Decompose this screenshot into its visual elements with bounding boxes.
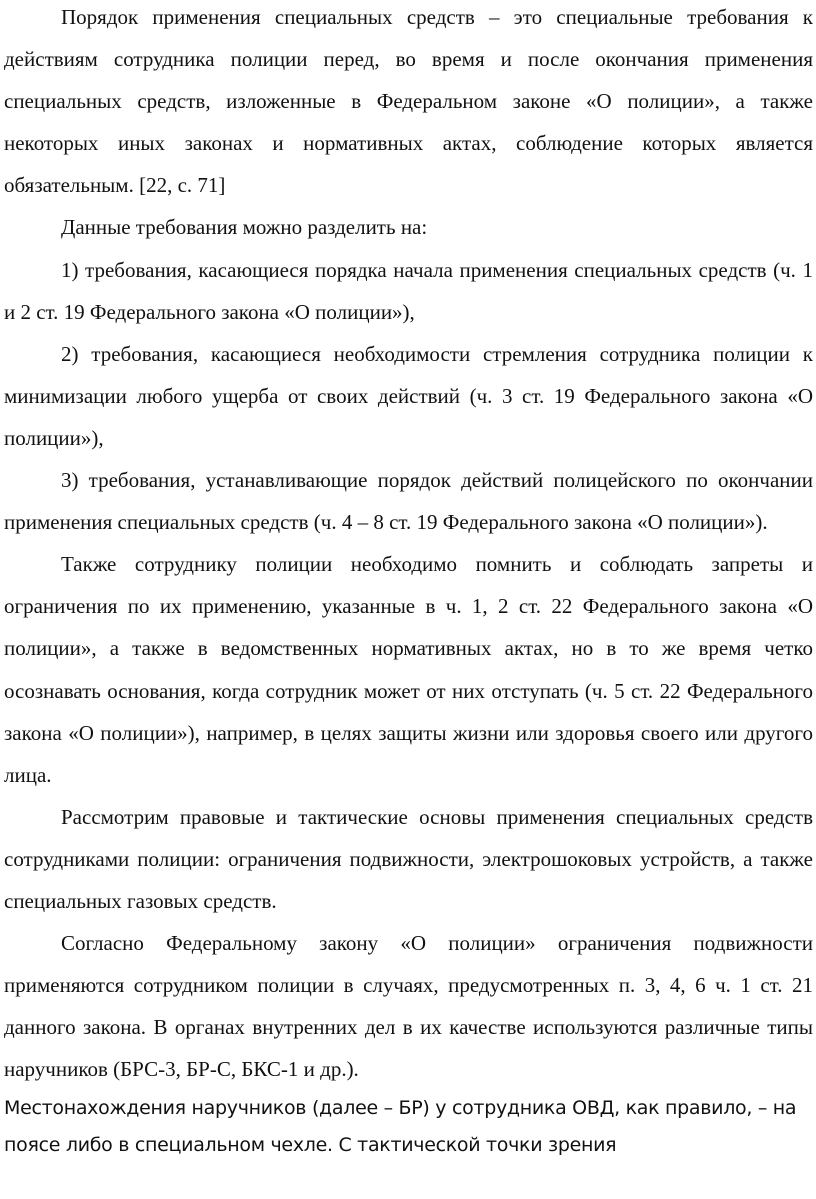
paragraph-overview: Рассмотрим правовые и тактические основы применения специальных средств сотрудниками полиции: ограничения подвижности, электрошоковых устройств, а также специальных газовых средств.: [4, 804, 813, 913]
paragraph-prohibitions: Также сотруднику полиции необходимо помнить и соблюдать запреты и ограничения по их применению, указанные в ч. 1, 2 ст. 22 Федерального закона «О полиции», а также в ведомственных нормативных актах, но в то же время четко осознавать основания, когда сотрудник может от них отступать (ч. 5 ст. 22 Федерального закона «О полиции»), например, в целях защиты жизни или здоровья своего или другого лица.: [4, 552, 813, 787]
list-item-2: 2) требования, касающиеся необходимости стремления сотрудника полиции к минимизации любого ущерба от своих действий (ч. 3 ст. 19 Федерального закона «О полиции»),: [4, 341, 813, 450]
paragraph-requirements-intro: Данные требования можно разделить на:: [61, 215, 428, 240]
list-item-3: 3) требования, устанавливающие порядок действий полицейского по окончании применения специальных средств (ч. 4 – 8 ст. 19 Федерального закона «О полиции»).: [4, 468, 813, 535]
paragraph-handcuffs-location: Местонахождения наручников (далее – БР) у сотрудника ОВД, как правило, – на поясе либо в специальном чехле. С тактической точки зрения: [4, 1097, 797, 1157]
paragraph-definition: Порядок применения специальных средств – это специальные требования к действиям сотрудника полиции перед, во время и после окончания применения специальных средств, изложенные в Федеральном законе «О полиции», а также некоторых иных законах и нормативных актах, соблюдение которых является обязательным. [22, с. 71]: [4, 5, 813, 198]
list-item-1: 1) требования, касающиеся порядка начала применения специальных средств (ч. 1 и 2 ст. 19 Федерального закона «О полиции»),: [4, 257, 813, 324]
paragraph-mobility-restriction: Согласно Федеральному закону «О полиции» ограничения подвижности применяются сотрудником полиции в случаях, предусмотренных п. 3, 4, 6 ч. 1 ст. 21 данного закона. В органах внутренних дел в их качестве используются различные типы наручников (БРС-3, БР-С, БКС-1 и др.).: [4, 931, 813, 1082]
